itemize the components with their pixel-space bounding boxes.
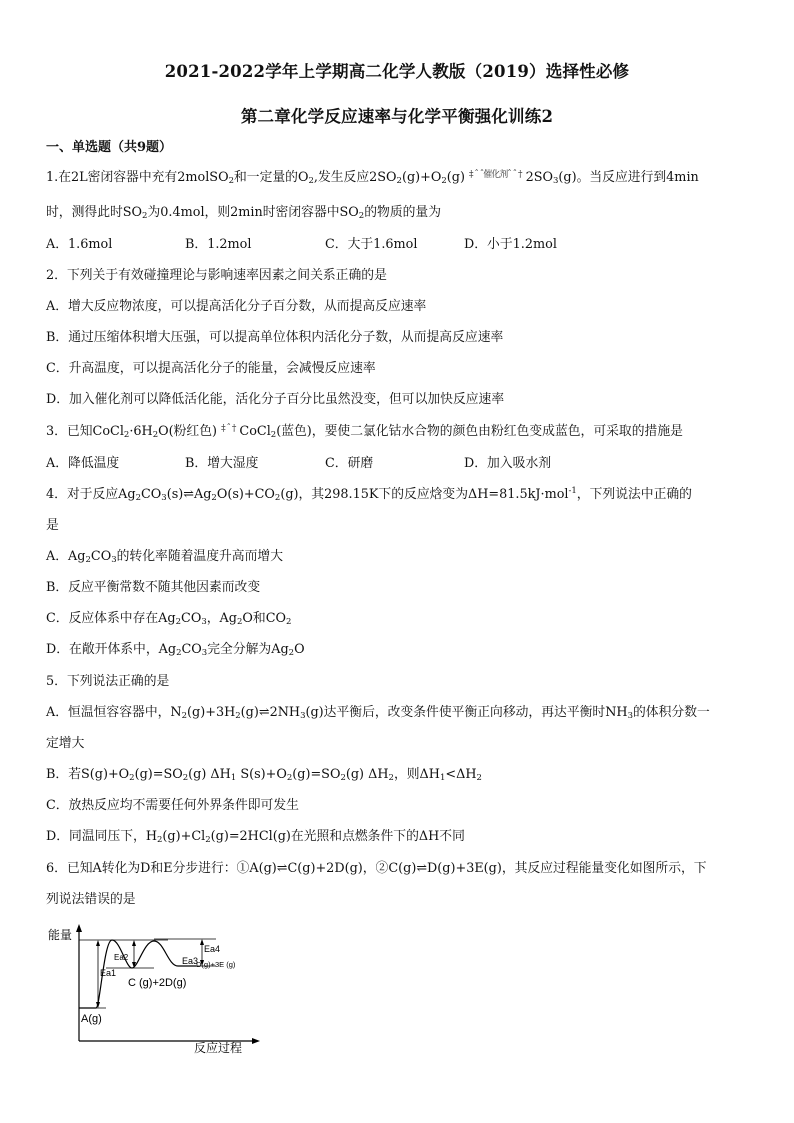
question-6-line-1: 6．已知A转化为D和E分步进行：①A(g)⇌C(g)+2D(g)，②C(g)⇌D(g)+3E(g)，其反应过程能量变化如图所示，下 <box>46 861 707 876</box>
q4-option-c: C．反应体系中存在$Ag_2CO_3$，$Ag_2O$和$CO_2$ <box>46 611 292 627</box>
q5-option-a-line-1: A．恒温恒容容器中，$N_2(g)+3H_2(g)\rightleftharpoons 2NH_3(g)$达平衡后，改变条件使平衡正向移动，再达平衡时$NH_3$的体积分数一 <box>46 705 710 721</box>
q4-option-a: A．$Ag_2CO_3$的转化率随着温度升高而增大 <box>46 549 283 565</box>
label-ea4: Ea4 <box>204 944 221 954</box>
q3-option-a: A．降低温度 <box>46 456 120 471</box>
q4-option-b: B．反应平衡常数不随其他因素而改变 <box>46 580 261 595</box>
q5-option-c: C．放热反应均不需要任何外界条件即可发生 <box>46 798 299 813</box>
energy-diagram <box>46 918 286 1058</box>
q1-option-c: C．大于1.6mol <box>325 237 418 252</box>
q2-option-c: C．升高温度，可以提高活化分子的能量，会减慢反应速率 <box>46 361 376 376</box>
q5-option-a-line-2: 定增大 <box>46 736 85 751</box>
section-heading: 一、单选题（共9题） <box>46 140 173 155</box>
question-6-line-2: 列说法错误的是 <box>46 892 136 907</box>
q1-option-a: A．1.6mol <box>46 237 113 252</box>
question-5-stem: 5．下列说法正确的是 <box>46 674 170 689</box>
q4-option-d: D．在敞开体系中，$Ag_2CO_3$完全分解为$Ag_2O$ <box>46 642 305 658</box>
title-line-1: 2021-2022学年上学期高二化学人教版（2019）选择性必修 <box>164 62 630 81</box>
label-a: A(g) <box>81 1013 102 1025</box>
q2-option-b: B．通过压缩体积增大压强，可以提高单位体积内活化分子数，从而提高反应速率 <box>46 330 504 345</box>
question-4-line-2: 是 <box>46 518 59 533</box>
question-1-line-2: 时，测得此时$SO_2$为0.4mol，则2min时密闭容器中$SO_2$的物质的量为 <box>46 205 441 221</box>
title-line-2: 第二章化学反应速率与化学平衡强化训练2 <box>240 107 554 126</box>
question-3-stem: 3．已知$CoCl_2\cdot 6H_2O$(粉红色) $^{\ddagger ˆ \dagger}$ CoCl$_2$(蓝色)，要使二氯化钴水合物的颜色由粉红色变成蓝色，可采取的措施是 <box>46 424 683 440</box>
q2-option-d: D．加入催化剂可以降低活化能，活化分子百分比虽然没变，但可以加快反应速率 <box>46 392 505 407</box>
q1-option-d: D．小于1.2mol <box>464 237 557 252</box>
q3-option-b: B．增大湿度 <box>185 456 259 471</box>
energy-curve <box>79 940 199 1008</box>
catalyst-arrow: ‡ ˆ ˆ催化剂ˆ ˆ † <box>469 170 522 180</box>
label-ea3: Ea3 <box>182 956 199 966</box>
y-axis-label: 能量 <box>48 928 73 942</box>
y-axis-arrow <box>76 924 82 932</box>
q1-option-b: B．1.2mol <box>185 237 252 252</box>
question-2-stem: 2．下列关于有效碰撞理论与影响速率因素之间关系正确的是 <box>46 268 387 283</box>
label-d-3e: D(g)+3E (g) <box>196 960 236 969</box>
q2-option-a: A．增大反应物浓度，可以提高活化分子百分数，从而提高反应速率 <box>46 299 427 314</box>
q3-option-d: D．加入吸水剂 <box>464 456 552 471</box>
label-c-2d: C (g)+2D(g) <box>128 977 187 989</box>
x-axis-arrow <box>252 1038 260 1044</box>
q3-option-c: C．研磨 <box>325 456 374 471</box>
x-axis-label: 反应过程 <box>194 1041 243 1055</box>
q5-option-b: B．若$S(g)+O_2(g)=SO_2(g)$ $\Delta H_1$ $S(s)+O_2(g)=SO_2(g)$ $\Delta H_2$，则$\Delta H_1<\Delta H_2$ <box>46 767 482 783</box>
label-ea1: Ea1 <box>100 968 117 978</box>
question-1-line-1: 1.在2L密闭容器中充有2molSO$_2$和一定量的$O_2$,发生反应$2SO_2(g)+O_2(g)$ $^{\ddagger ˆ ˆ催化剂ˆ ˆ \dagger}$ $2SO_3(g)$。当反应进行到4min <box>46 170 699 186</box>
question-4-line-1: 4．对于反应$Ag_2CO_3(s)\rightleftharpoons Ag_2O(s)+CO_2(g)$，其298.15K下的反应焓变为ΔH=81.5kJ·mol$^{-1}$，下列说法中正确的 <box>46 486 692 503</box>
equilibrium-arrow: ‡ ˆ † <box>221 424 236 434</box>
q5-option-d: D．同温同压下，$H_2(g)+Cl_2(g)=2HCl(g)$在光照和点燃条件下的ΔH不同 <box>46 829 465 845</box>
label-ea2: Ea2 <box>114 953 129 962</box>
